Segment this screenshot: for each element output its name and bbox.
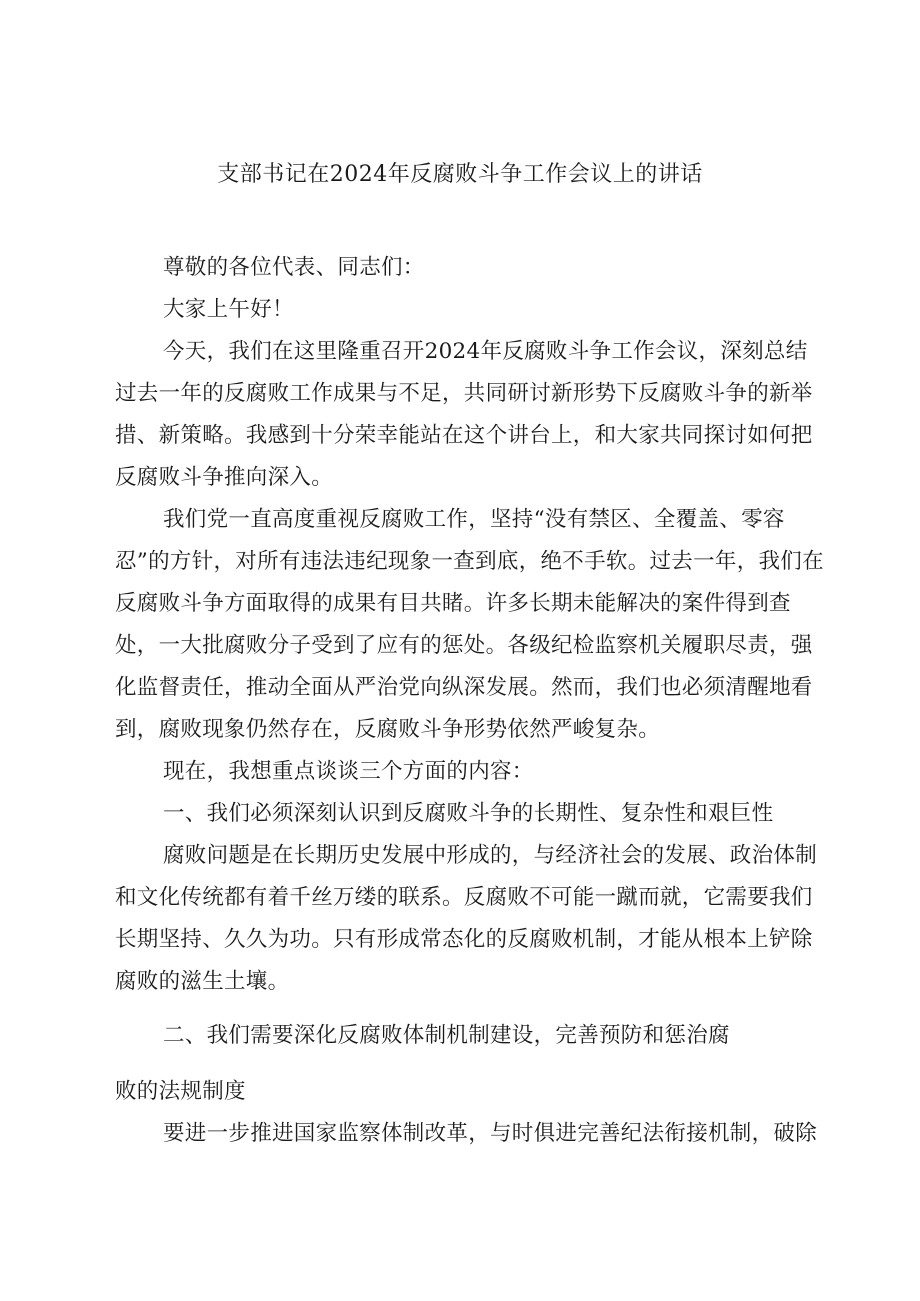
paragraph-achievements: 我们党一直高度重视反腐败工作，坚持“没有禁区、全覆盖、零容忍”的方针，对所有违法违纪现象一查到底，绝不手软。过去一年，我们在反腐败斗争方面取得的成果有目共睹。许多长期未能解决的案件得到查处，一大批腐败分子受到了应有的惩处。各级纪检监察机关履职尽责，强化监督责任，推动全面从严治党向纵深发展。然而，我们也必须清醒地看到，腐败现象仍然存在，反腐败斗争形势依然严峻复杂。 [115,507,824,742]
section-1-text: 腐败问题是在长期历史发展中形成的，与经济社会的发展、政治体制和文化传统都有着千丝万缕的联系。反腐败不可能一蹴而就，它需要我们长期坚持、久久为功。只有形成常态化的反腐败机制，才能从根本上铲除腐败的滋生土壤。 [115,843,818,994]
section-2-text: 要进一步推进国家监察体制改革，与时俱进完善纪法衔接机制，破除 [163,1121,818,1146]
document-title: 支部书记在2024年反腐败斗争工作会议上的讲话 [217,162,703,187]
section-1-heading: 一、我们必须深刻认识到反腐败斗争的长期性、复杂性和艰巨性 [163,801,774,826]
greeting: 大家上午好！ [163,297,294,322]
salutation: 尊敬的各位代表、同志们： [163,255,425,280]
section-2-heading: 二、我们需要深化反腐败体制机制建设，完善预防和惩治腐 [163,1023,730,1048]
section-2-heading-continued: 败的法规制度 [115,1079,246,1104]
paragraph-overview: 现在，我想重点谈谈三个方面的内容： [163,759,534,784]
document-body [115,247,827,1155]
paragraph-opening: 今天，我们在这里隆重召开2024年反腐败斗争工作会议，深刻总结过去一年的反腐败工作成果与不足，共同研讨新形势下反腐败斗争的新举措、新策略。我感到十分荣幸能站在这个讲台上，和大家共同探讨如何把反腐败斗争推向深入。 [115,339,813,490]
